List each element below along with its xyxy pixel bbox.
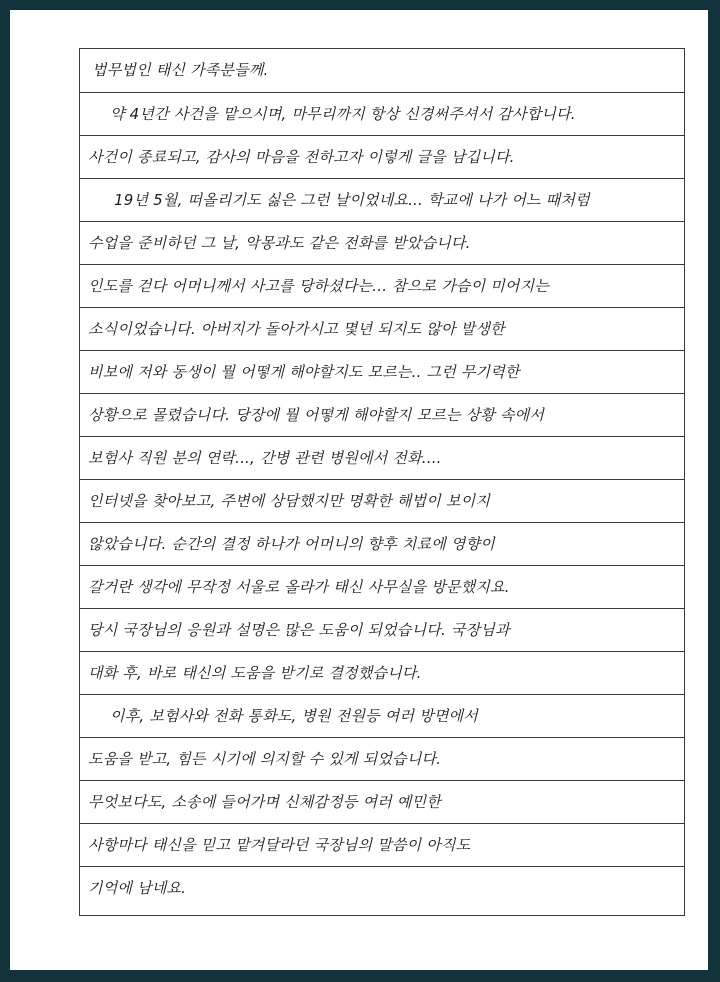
letter-line	[80, 823, 684, 866]
letter-sheet	[10, 10, 708, 970]
line-text: 보험사 직원 분의 연락..., 간병 관련 병원에서 전화....	[88, 449, 442, 467]
line-text: 무엇보다도, 소송에 들어가며 신체감정등 여러 예민한	[88, 793, 441, 811]
line-text: 사건이 종료되고, 감사의 마음을 전하고자 이렇게 글을 남깁니다.	[88, 148, 515, 166]
line-text: 소식이었습니다. 아버지가 돌아가시고 몇년 되지도 않아 발생한	[88, 320, 505, 338]
letter-line	[80, 694, 684, 737]
letter-line	[80, 221, 684, 264]
letter-line	[80, 178, 684, 221]
letter-line	[80, 49, 684, 92]
line-text: 기억에 남네요.	[88, 879, 187, 897]
line-text: 않았습니다. 순간의 결정 하나가 어머니의 향후 치료에 영향이	[88, 535, 495, 553]
letter-line	[80, 350, 684, 393]
letter-line	[80, 92, 684, 135]
letter-line	[80, 651, 684, 694]
letter-line	[80, 522, 684, 565]
line-text: 수업을 준비하던 그 날, 악몽과도 같은 전화를 받았습니다.	[88, 234, 471, 252]
letter-line	[80, 307, 684, 350]
letter-line	[80, 264, 684, 307]
ruled-box	[79, 48, 685, 916]
line-text: 인도를 걷다 어머니께서 사고를 당하셨다는... 참으로 가슴이 미어지는	[88, 277, 550, 295]
letter-line	[80, 436, 684, 479]
line-text: 비보에 저와 동생이 뭘 어떻게 해야할지도 모르는.. 그런 무기력한	[88, 363, 520, 381]
line-text: 법무법인 태신 가족분들께.	[92, 61, 269, 79]
letter-line	[80, 135, 684, 178]
line-text: 도움을 받고, 힘든 시기에 의지할 수 있게 되었습니다.	[88, 750, 442, 768]
letter-line	[80, 737, 684, 780]
letter-line	[80, 608, 684, 651]
line-text: 약 4년간 사건을 맡으시며, 마무리까지 항상 신경써주셔서 감사합니다.	[110, 105, 576, 123]
line-text: 사항마다 태신을 믿고 맡겨달라던 국장님의 말씀이 아직도	[88, 836, 471, 854]
letter-line	[80, 393, 684, 436]
line-text: 대화 후, 바로 태신의 도움을 받기로 결정했습니다.	[88, 664, 422, 682]
line-text: 이후, 보험사와 전화 통화도, 병원 전원등 여러 방면에서	[110, 707, 478, 725]
letter-line	[80, 780, 684, 823]
line-text: 갈거란 생각에 무작정 서울로 올라가 태신 사무실을 방문했지요.	[88, 578, 510, 596]
letter-line	[80, 479, 684, 522]
line-text: 상황으로 몰렸습니다. 당장에 뭘 어떻게 해야할지 모르는 상황 속에서	[88, 406, 545, 424]
line-text: 19년 5월, 떠올리기도 싫은 그런 날이었네요... 학교에 나가 어느 때처럼	[114, 191, 590, 209]
line-text: 당시 국장님의 응원과 설명은 많은 도움이 되었습니다. 국장님과	[88, 621, 510, 639]
line-text: 인터넷을 찾아보고, 주변에 상담했지만 명확한 해법이 보이지	[88, 492, 491, 510]
letter-line	[80, 866, 684, 915]
letter-line	[80, 565, 684, 608]
